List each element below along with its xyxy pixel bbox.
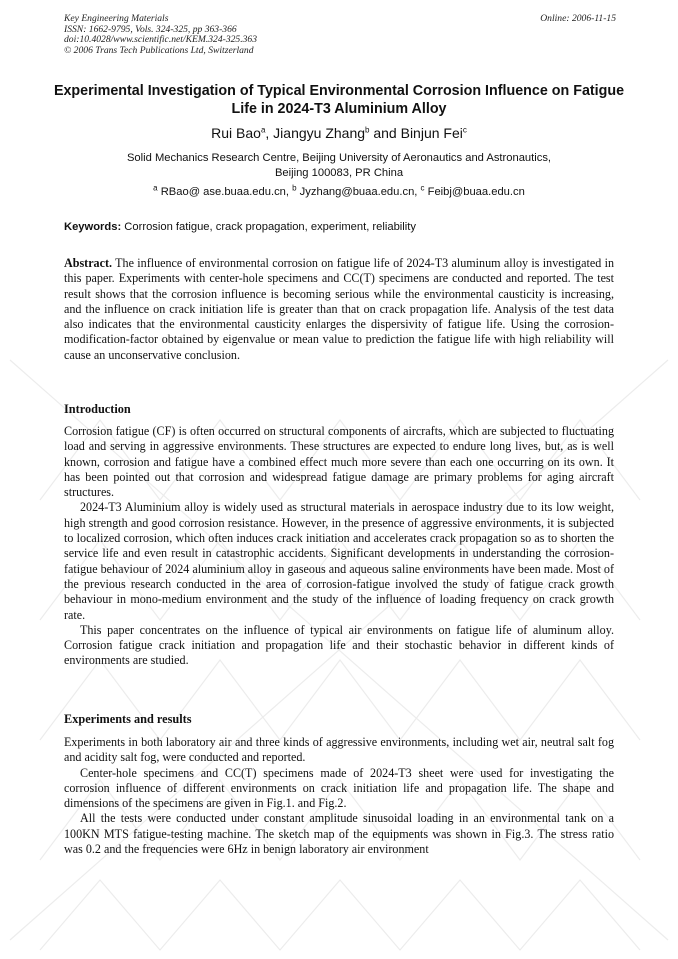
affiliation bbox=[60, 151, 618, 181]
author-affil-mark: a bbox=[260, 125, 266, 135]
abstract-label: Abstract. bbox=[64, 256, 113, 270]
email-link[interactable]: Feibj@buaa.edu.cn bbox=[424, 186, 525, 198]
paragraph: All the tests were conducted under constant amplitude sinusoidal loading in an environmental tank on a 100KN MTS fatigue-testing machine. The sketch map of the equipments was shown in Fig.3. The stress ratio was 0.2 and the frequencies were 6Hz in benign laboratory air environment bbox=[64, 811, 614, 857]
section-heading-introduction: Introduction bbox=[64, 402, 131, 416]
paper-title: Experimental Investigation of Typical Environmental Corrosion Influence on Fatigue Life in 2024-T3 Aluminium Alloy bbox=[53, 83, 625, 117]
abstract bbox=[64, 256, 614, 363]
author-list bbox=[0, 124, 678, 142]
email-mark: c bbox=[420, 183, 425, 193]
author-separator: and bbox=[369, 125, 401, 141]
paragraph: Center-hole specimens and CC(T) specimens made of 2024-T3 sheet were used for investigating the corrosion influence of different environments on crack initiation life and propagation life. The shape and dimensions of the specimens are given in Fig.1. and Fig.2. bbox=[64, 765, 614, 811]
affiliation-line: Beijing 100083, PR China bbox=[274, 167, 404, 179]
journal-header bbox=[64, 14, 616, 56]
keywords bbox=[64, 220, 616, 235]
author-affil-mark: c bbox=[462, 125, 467, 135]
email-link[interactable]: Jyzhang@buaa.edu.cn, bbox=[296, 186, 421, 198]
keywords-text: Corrosion fatigue, crack propagation, experiment, reliability bbox=[121, 221, 416, 233]
author-emails bbox=[0, 185, 678, 200]
keywords-label: Keywords: bbox=[64, 221, 122, 233]
paragraph: Experiments in both laboratory air and three kinds of aggressive environments, including wet air, neutral salt fog and acidity salt fog, were conducted and reported. bbox=[64, 735, 614, 765]
introduction-section bbox=[64, 424, 614, 669]
online-date: Online: 2006-11-15 bbox=[540, 13, 616, 24]
author-affil-mark: b bbox=[365, 125, 370, 135]
paragraph: 2024-T3 Aluminium alloy is widely used as structural materials in aerospace industry due to its low weight, high strength and good corrosion resistance. However, in the presence of aggressive environments, it is subjected to localized corrosion, which often induces crack initiation and accelerates crack propagation so as to shorten the service life and even result in catastrophic accidents. Significant developments in understanding the corrosion-fatigue behaviour of 2024 aluminium alloy in gaseous and aqueous saline environments have been made. Most of the previous research conducted in the area of corrosion-fatigue involved the study of fatigue crack growth behaviour in mono-medium environment and the study of the influence of loading frequency on crack growth rate. bbox=[64, 500, 614, 622]
experiments-section bbox=[64, 735, 614, 857]
doi-line: doi:10.4028/www.scientific.net/KEM.324-325.363 bbox=[64, 34, 258, 46]
email-link[interactable]: RBao@ ase.buaa.edu.cn, bbox=[157, 186, 293, 198]
section-heading-experiments: Experiments and results bbox=[64, 712, 192, 726]
author-separator: , bbox=[265, 125, 274, 141]
paragraph: Corrosion fatigue (CF) is often occurred on structural components of aircrafts, which are subjected to fluctuating load and serving in aggressive environments. These structures are expected to endure long lives, but, as is well known, corrosion and fatigue have a combined effect much more severe than each one occurring on its own. It has been pointed out that corrosion and widespread fatigue damage are primary problems for aging aircraft structures. bbox=[64, 424, 614, 500]
paragraph: This paper concentrates on the influence of typical air environments on fatigue life of aluminum alloy. Corrosion fatigue crack initiation and propagation life and their stochastic behavior in different kinds of environments are studied. bbox=[64, 622, 614, 668]
author-name: Rui Bao bbox=[211, 125, 261, 141]
affiliation-line: Solid Mechanics Research Centre, Beijing University of Aeronautics and Astronautics, bbox=[126, 152, 552, 164]
journal-name: Key Engineering Materials bbox=[64, 13, 169, 24]
email-mark: b bbox=[292, 183, 297, 193]
author-name: Binjun Fei bbox=[400, 125, 463, 141]
author-name: Jiangyu Zhang bbox=[273, 125, 366, 141]
copyright-line: © 2006 Trans Tech Publications Ltd, Switzerland bbox=[64, 44, 254, 56]
issn-line: ISSN: 1662-9795, Vols. 324-325, pp 363-366 bbox=[64, 23, 237, 35]
email-mark: a bbox=[153, 183, 158, 193]
abstract-text: The influence of environmental corrosion on fatigue life of 2024-T3 aluminum alloy is investigated in this paper. Experiments with center-hole specimens and CC(T) specimens are conducted and reported. The test result shows that the corrosion influence is becoming serious while the environmental causticity is increasing, and the influence on crack initiation life is greater than that on crack propagation life. Analysis of the test data also indicates that the environmental causticity enlarges the dispersivity of fatigue life. Using the corrosion-modification-factor obtained by eigenvalue or mean value to prediction the fatigue life with high reliability will cause an unconservative conclusion. bbox=[64, 256, 614, 362]
